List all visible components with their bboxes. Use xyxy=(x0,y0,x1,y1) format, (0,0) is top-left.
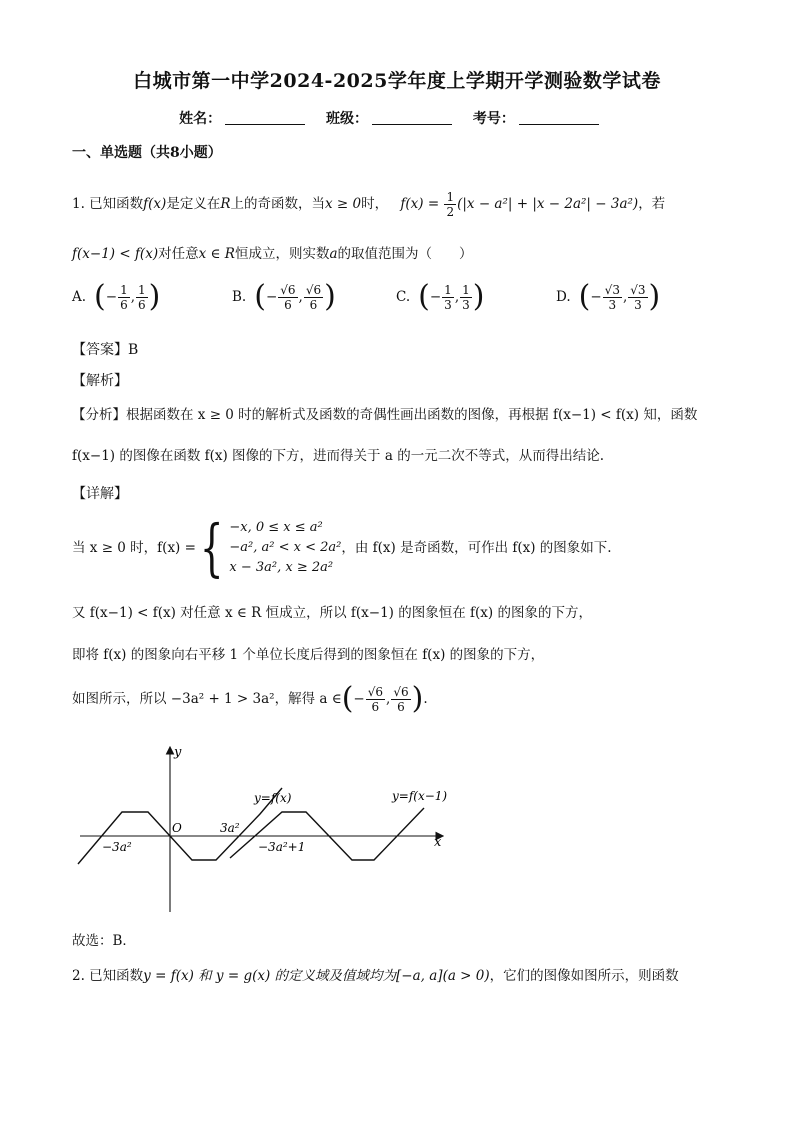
answer-tag: 【答案】 xyxy=(72,342,128,358)
q1-text: 是定义在 xyxy=(166,196,221,212)
comma: , xyxy=(298,289,303,305)
frac-num: 1 xyxy=(446,190,455,204)
function-graph xyxy=(70,740,450,920)
section-heading: 一、单选题（共8小题） xyxy=(72,145,222,161)
neg-sign: − xyxy=(590,289,602,305)
neg3a2-label: −3a² xyxy=(102,840,132,854)
fraction xyxy=(442,283,454,312)
paren-right: ) xyxy=(472,279,485,314)
frac-num: √3 xyxy=(604,282,620,297)
q2-functions: y = f(x) 和 y = g(x) 的定义域及值域均为 xyxy=(143,968,397,984)
option-b[interactable] xyxy=(232,279,336,314)
detail-tag: 【详解】 xyxy=(72,486,128,502)
q1-ineq: f(x−1) < f(x) xyxy=(72,246,159,262)
detail-text: 如图所示，所以 −3a² + 1 > 3a²，解得 a ∈ xyxy=(72,691,342,707)
analysis-line2: f(x−1) 的图像在函数 f(x) 图像的下方，进而得关于 a 的一元二次不等式，从而得出结论. xyxy=(72,448,604,464)
case-2: −a², a² < x < 2a² xyxy=(229,540,342,555)
fraction xyxy=(366,685,385,714)
frac-den: 3 xyxy=(634,297,642,312)
option-label: B. xyxy=(232,289,247,305)
detail-line-a: 又 f(x−1) < f(x) 对任意 x ∈ R 恒成立，所以 f(x−1) 的图象恒在 f(x) 的图象的下方， xyxy=(72,605,592,621)
fraction xyxy=(460,283,472,312)
exam-no-label: 考号： xyxy=(472,111,515,127)
neg-sign: − xyxy=(353,691,365,707)
q1-formula-frac xyxy=(444,190,456,219)
q1-text: 上的奇函数，当 xyxy=(230,196,325,212)
option-a[interactable] xyxy=(72,279,161,314)
paren-left: ( xyxy=(578,279,591,314)
analysis-tag: 【解析】 xyxy=(72,373,128,389)
paren-left: ( xyxy=(254,279,266,314)
brace: { xyxy=(199,511,224,584)
pos3a2-label: 3a² xyxy=(220,821,240,835)
fraction xyxy=(136,283,148,312)
piecewise-line xyxy=(72,513,612,583)
cases xyxy=(229,518,341,578)
q1-var-a: a xyxy=(329,246,338,262)
y-axis-label: y xyxy=(174,745,182,760)
detail-line-b: 即将 f(x) 的图象向右平移 1 个单位长度后得到的图象恒在 f(x) 的图象的下方， xyxy=(72,647,545,663)
neg-sign: − xyxy=(265,289,278,305)
q1-stem-line2 xyxy=(72,244,473,264)
g-label: y=f(x−1) xyxy=(392,789,448,803)
fenxi-tag: 【分析】 xyxy=(72,407,126,423)
answer-value: B xyxy=(128,342,139,358)
fraction xyxy=(304,283,323,312)
analysis-line1 xyxy=(72,405,697,425)
q1-cond: x ≥ 0 xyxy=(325,196,362,212)
f-label: y=f(x) xyxy=(254,791,292,805)
exam-no-blank xyxy=(519,110,599,125)
q1-text: 1. 已知函数 xyxy=(72,196,144,212)
q1-R: R xyxy=(220,196,231,212)
paren-right: ) xyxy=(411,681,424,716)
q1-x-in-R: x ∈ R xyxy=(198,246,235,262)
header-fields xyxy=(0,108,794,128)
frac-num: 1 xyxy=(138,282,146,297)
fraction xyxy=(391,685,410,714)
name-blank xyxy=(225,110,305,125)
class-label: 班级： xyxy=(326,111,368,127)
comma: , xyxy=(130,289,136,305)
frac-den: 3 xyxy=(462,297,470,312)
q1-text: 恒成立，则实数 xyxy=(234,246,330,262)
frac-den: 6 xyxy=(397,699,405,714)
class-blank xyxy=(372,110,452,125)
comma: , xyxy=(386,691,391,707)
q2-stem xyxy=(72,966,679,986)
x-axis-label: x xyxy=(434,835,442,850)
page-title: 白城市第一中学2024-2025学年度上学期开学测验数学试卷 xyxy=(133,70,661,92)
frac-den: 6 xyxy=(309,297,318,312)
neg-sign: − xyxy=(429,289,442,305)
q1-fx: f(x) xyxy=(143,196,167,212)
paren-left: ( xyxy=(94,279,106,314)
case-3: x − 3a², x ≥ 2a² xyxy=(229,560,334,575)
q1-stem-line1 xyxy=(72,190,665,219)
frac-num: √6 xyxy=(367,684,384,699)
neg-sign: − xyxy=(105,289,118,305)
frac-den: 2 xyxy=(446,205,455,219)
paren-left: ( xyxy=(341,681,354,716)
frac-num: √6 xyxy=(305,282,322,297)
frac-den: 3 xyxy=(444,297,452,312)
q1-text: 时， xyxy=(361,196,389,212)
frac-num: 1 xyxy=(462,282,470,297)
paren-left: ( xyxy=(418,279,430,314)
option-label: A. xyxy=(72,289,87,305)
frac-den: 6 xyxy=(371,699,380,714)
frac-den: 6 xyxy=(284,297,292,312)
analysis-text: 根据函数在 x ≥ 0 时的解析式及函数的奇偶性画出函数的图像，再根据 f(x−1) < f(x) 知，函数 xyxy=(126,407,698,423)
detail-pre: 当 x ≥ 0 时，f(x) = xyxy=(72,540,196,556)
detail-line-c xyxy=(72,681,428,716)
q2-interval: [−a, a] xyxy=(396,968,443,984)
option-d[interactable] xyxy=(556,279,661,314)
q2-cond: (a > 0) xyxy=(442,968,490,984)
q1-text: ，若 xyxy=(638,196,666,212)
fraction xyxy=(278,283,297,312)
paren-right: ) xyxy=(324,279,336,314)
q2-text: 2. 已知函数 xyxy=(72,968,144,984)
conclusion: 故选：B． xyxy=(72,933,136,949)
option-label: C. xyxy=(396,289,411,305)
q2-text: ，它们的图像如图所示，则函数 xyxy=(489,968,679,984)
piecewise-function xyxy=(196,511,342,584)
case-1: −x, 0 ≤ x ≤ a² xyxy=(229,520,323,535)
frac-num: √3 xyxy=(630,282,646,297)
frac-den: 6 xyxy=(120,297,128,312)
fraction xyxy=(628,283,647,312)
frac-num: 1 xyxy=(120,282,128,297)
fraction xyxy=(118,283,130,312)
period: . xyxy=(423,691,428,707)
origin-label: O xyxy=(172,821,182,835)
comma: , xyxy=(622,289,628,305)
q1-formula-rhs: (|x − a²| + |x − 2a²| − 3a²) xyxy=(457,196,639,212)
fraction xyxy=(603,283,622,312)
option-c[interactable] xyxy=(396,279,485,314)
q1-formula-lhs: f(x) = xyxy=(400,196,440,212)
name-label: 姓名： xyxy=(179,111,222,127)
q1-text: 的取值范围为（ ） xyxy=(337,246,473,262)
shift-label: −3a²+1 xyxy=(258,840,306,854)
frac-den: 6 xyxy=(138,297,146,312)
comma: , xyxy=(454,289,460,305)
answer-line xyxy=(72,339,138,359)
frac-num: √6 xyxy=(280,282,296,297)
frac-den: 3 xyxy=(608,297,617,312)
paren-right: ) xyxy=(648,279,661,314)
frac-num: 1 xyxy=(444,282,452,297)
detail-post: ，由 f(x) 是奇函数，可作出 f(x) 的图象如下. xyxy=(341,540,612,556)
option-label: D. xyxy=(556,289,571,305)
q1-text: 对任意 xyxy=(158,246,199,262)
frac-num: √6 xyxy=(393,684,409,699)
paren-right: ) xyxy=(148,279,161,314)
